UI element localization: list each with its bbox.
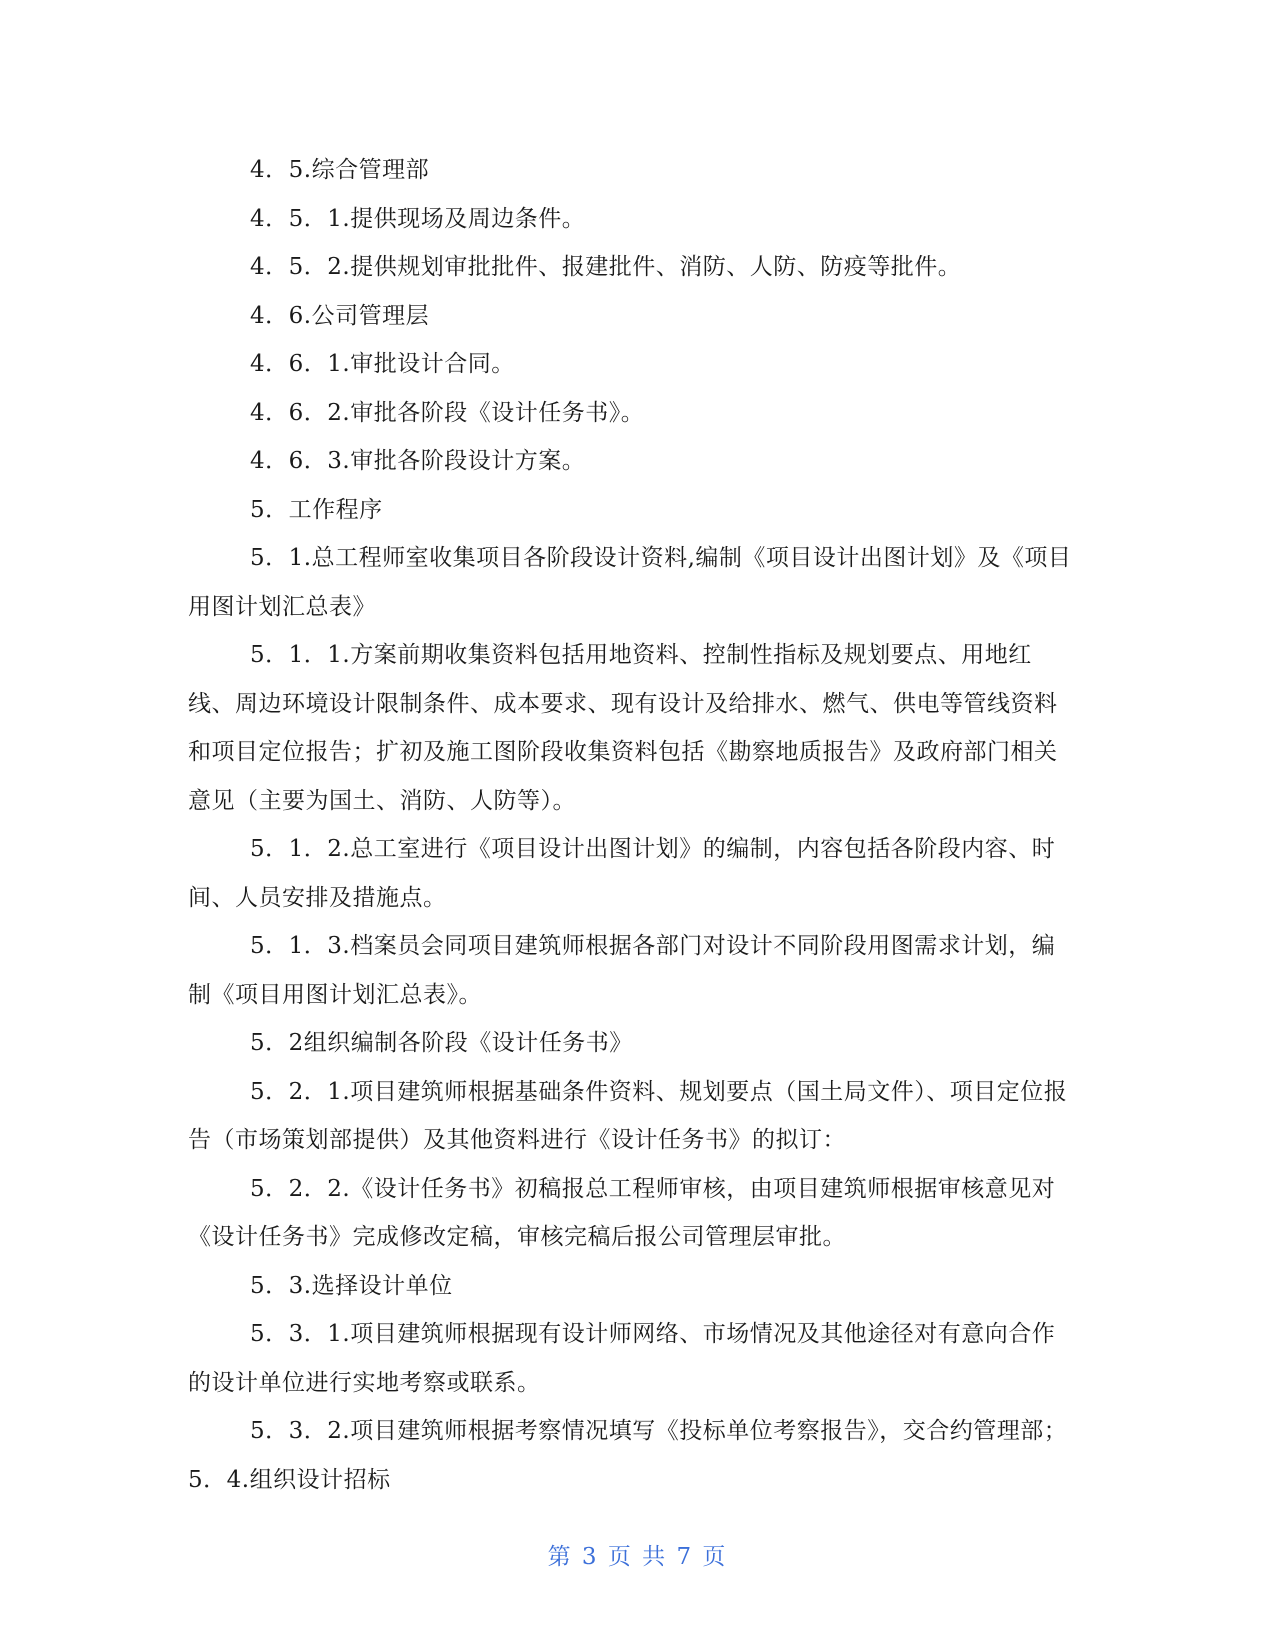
paragraph: 5．3．1.项目建筑师根据现有设计师网络、市场情况及其他途径对有意向合作的设计单位进行实地考察或联系。 <box>188 1321 1056 1396</box>
paragraph: 5．3.选择设计单位 <box>250 1272 453 1299</box>
paragraph: 5．3．2.项目建筑师根据考察情况填写《投标单位考察报告》，交合约管理部；5．4.组织设计招标 <box>188 1418 1068 1493</box>
paragraph: 4．6.公司管理层 <box>250 302 430 329</box>
paragraph: 4．6．1.审批设计合同。 <box>250 351 515 377</box>
paragraph: 5．2组织编制各阶段《设计任务书》 <box>250 1030 633 1056</box>
document-body <box>188 146 1078 1504</box>
paragraph: 5．1．1.方案前期收集资料包括用地资料、控制性指标及规划要点、用地红线、周边环境设计限制条件、成本要求、现有设计及给排水、燃气、供电等管线资料和项目定位报告；扩初及施工图阶段收集资料包括《勘察地质报告》及政府部门相关意见（主要为国土、消防、人防等）。 <box>188 642 1058 814</box>
page-number-footer: 第 3 页 共 7 页 <box>547 1544 728 1570</box>
paragraph: 4．5．1.提供现场及周边条件。 <box>250 205 586 232</box>
paragraph: 4．6．2.审批各阶段《设计任务书》。 <box>250 399 645 426</box>
paragraph: 4．5.综合管理部 <box>250 157 430 183</box>
paragraph: 4．5．2.提供规划审批批件、报建批件、消防、人防、防疫等批件。 <box>250 254 962 280</box>
paragraph: 5．1．2.总工室进行《项目设计出图计划》的编制，内容包括各阶段内容、时间、人员安排及措施点。 <box>188 836 1056 911</box>
paragraph: 4．6．3.审批各阶段设计方案。 <box>250 448 586 474</box>
section-heading: 5．工作程序 <box>250 496 383 523</box>
paragraph: 5．1.总工程师室收集项目各阶段设计资料,编制《项目设计出图计划》及《项目用图计划汇总表》 <box>188 545 1072 620</box>
paragraph: 5．2．1.项目建筑师根据基础条件资料、规划要点（国土局文件）、项目定位报告（市场策划部提供）及其他资料进行《设计任务书》的拟订： <box>188 1078 1068 1153</box>
paragraph: 5．2．2.《设计任务书》初稿报总工程师审核，由项目建筑师根据审核意见对《设计任务书》完成修改定稿，审核完稿后报公司管理层审批。 <box>188 1175 1056 1250</box>
paragraph: 5．1．3.档案员会同项目建筑师根据各部门对设计不同阶段用图需求计划，编制《项目用图计划汇总表》。 <box>188 933 1056 1008</box>
